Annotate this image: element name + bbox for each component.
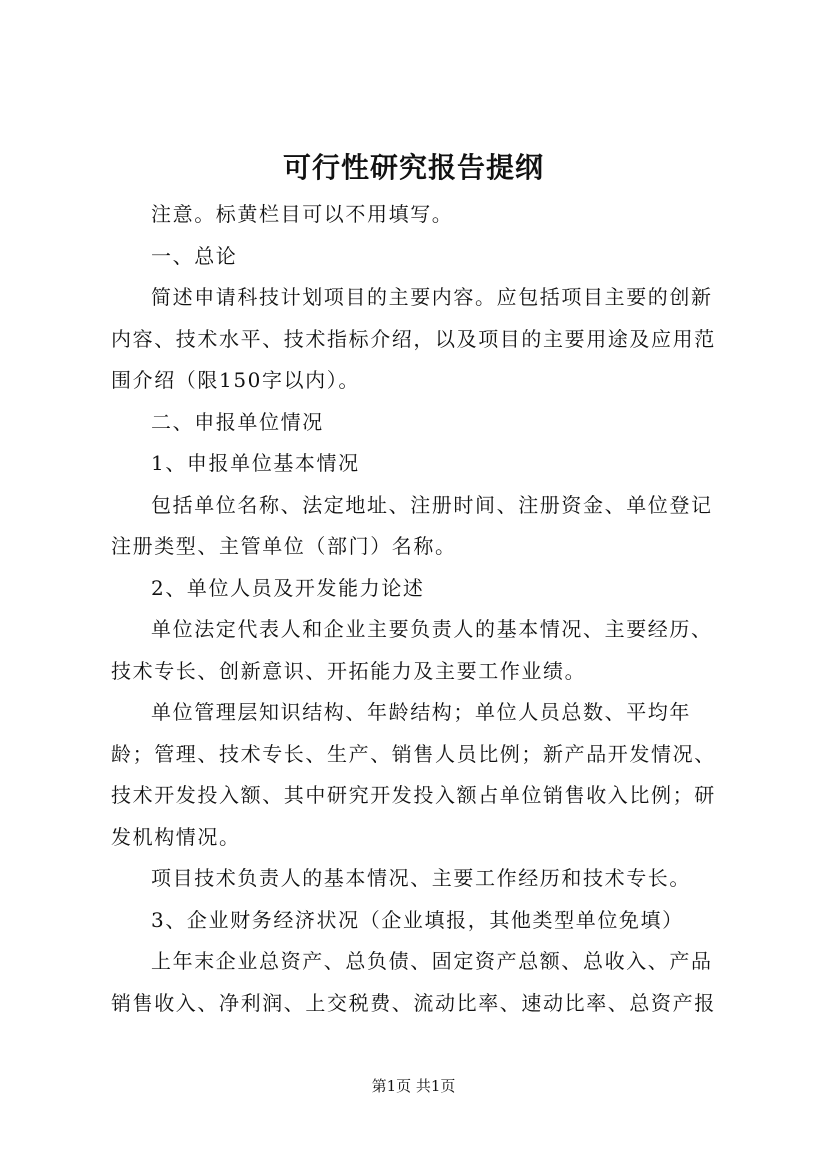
paragraph-tech-lead: 项目技术负责人的基本情况、主要工作经历和技术专长。 [151, 866, 691, 890]
subheading-basic-info: 1、申报单位基本情况 [151, 451, 360, 475]
section-heading-overview: 一、总论 [151, 243, 238, 268]
paragraph-overview: 简述申请科技计划项目的主要内容。应包括项目主要的创新内容、技术水平、技术指标介绍，以及项目的主要用途及应用范围介绍（限150字以内）。 [111, 285, 716, 392]
paragraph-management: 单位管理层知识结构、年龄结构；单位人员总数、平均年龄；管理、技术专长、生产、销售人员比例；新产品开发情况、技术开发投入额、其中研究开发投入额占单位销售收入比例；研发机构情况。 [111, 700, 716, 849]
subheading-finance: 3、企业财务经济状况（企业填报，其他类型单位免填） [151, 907, 684, 932]
paragraph-finance: 上年末企业总资产、总负债、固定资产总额、总收入、产品销售收入、净利润、上交税费、流动比率、速动比率、总资产报 [111, 949, 716, 1015]
document-title: 可行性研究报告提纲 [282, 151, 544, 184]
paragraph-legal-rep: 单位法定代表人和企业主要负责人的基本情况、主要经历、技术专长、创新意识、开拓能力及主要工作业绩。 [111, 617, 713, 683]
subheading-personnel: 2、单位人员及开发能力论述 [151, 575, 425, 600]
paragraph-note: 注意。标黄栏目可以不用填写。 [151, 202, 454, 226]
page-footer: 第1页 共1页 [371, 1077, 456, 1095]
paragraph-basic-info: 包括单位名称、法定地址、注册时间、注册资金、单位登记注册类型、主管单位（部门）名称。 [111, 492, 713, 558]
document-body [111, 194, 731, 1024]
section-heading-applicant: 二、申报单位情况 [151, 409, 324, 434]
